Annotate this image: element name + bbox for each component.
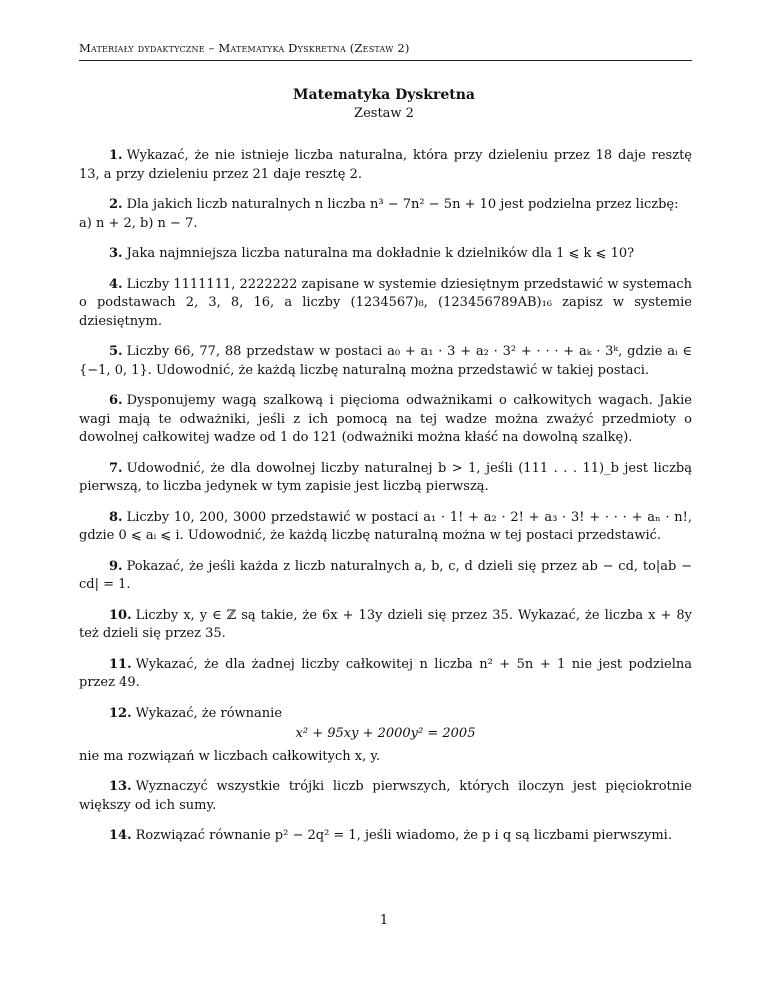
problem-13 — [79, 778, 692, 815]
problem-number: 14. — [109, 828, 132, 843]
problem-number: 1. — [109, 148, 123, 163]
problem-6 — [79, 392, 692, 448]
problem-number: 9. — [109, 558, 123, 574]
problem-text: Liczby 66, 77, 88 przedstaw w postaci a₀ + a₁ · 3 + a₂ · 3² + · · · + aₖ · 3ᵏ, gdzie aᵢ ∈ {−1, 0, 1}. Udowodnić, że każdą liczbę naturalną można przedstawić w takiej postaci. — [79, 344, 692, 378]
problem-subparts: a) n + 2, b) n − 7. — [79, 215, 198, 231]
problem-text: Dla jakich liczb naturalnych n liczba n³ − 7n² − 5n + 10 jest podzielna przez liczbę: — [126, 197, 679, 212]
problem-text: Wykazać, że nie istnieje liczba naturalna, która przy dzieleniu przez 18 daje resztę 13, a przy dzieleniu przez 21 daje resztę 2. — [79, 148, 692, 182]
problem-number: 12. — [109, 705, 132, 721]
problem-text: Liczby 10, 200, 3000 przedstawić w postaci a₁ · 1! + a₂ · 2! + a₃ · 3! + · · · + aₙ · n!, gdzie 0 ⩽ aᵢ ⩽ i. Udowodnić, że każdą liczbę naturalną można w tej postaci przedstawić. — [79, 509, 692, 543]
problem-number: 5. — [109, 344, 123, 359]
problem-3 — [79, 245, 692, 264]
problem-7 — [79, 460, 692, 497]
problem-1 — [79, 147, 692, 184]
running-header: Materiały dydaktyczne – Matematyka Dyskretna (Zestaw 2) — [79, 41, 410, 55]
problem-text: Jaka najmniejsza liczba naturalna ma dokładnie k dzielników dla 1 ⩽ k ⩽ 10? — [126, 246, 635, 261]
problem-8 — [79, 509, 692, 546]
problem-text: Rozwiązać równanie p² − 2q² = 1, jeśli wiadomo, że p i q są liczbami pierwszymi. — [135, 828, 672, 843]
problem-text: Udowodnić, że dla dowolnej liczby naturalnej b > 1, jeśli (111 . . . 11)_b jest liczbą pierwszą, to liczba jedynek w tym zapisie jest liczbą pierwszą. — [79, 460, 692, 494]
page-number: 1 — [379, 913, 389, 928]
problem-text: Liczby 1111111, 2222222 zapisane w systemie dziesiętnym przedstawić w systemach o podstawach 2, 3, 8, 16, a liczby (1234567)₈, (123456789AB)₁₆ zapisz w systemie dziesiętnym. — [79, 276, 692, 329]
problem-14 — [79, 827, 692, 846]
problem-number: 4. — [109, 276, 123, 292]
problem-number: 8. — [109, 509, 123, 525]
problem-text: Wyznaczyć wszystkie trójki liczb pierwszych, których iloczyn jest pięciokrotnie większy od ich sumy. — [79, 779, 692, 813]
problem-text: Wykazać, że dla żadnej liczby całkowitej n liczba n² + 5n + 1 nie jest podzielna przez 49. — [79, 656, 692, 690]
problem-number: 11. — [109, 656, 132, 672]
problem-text: Wykazać, że równanie — [135, 705, 283, 721]
problem-5 — [79, 343, 692, 380]
problem-text: Liczby x, y ∈ ℤ są takie, że 6x + 13y dzieli się przez 35. Wykazać, że liczba x + 8y też dzieli się przez 35. — [79, 607, 692, 641]
problem-4 — [79, 276, 692, 332]
problem-9 — [79, 558, 692, 595]
problem-text: Pokazać, że jeśli każda z liczb naturalnych a, b, c, d dzieli się przez ab − cd, to|ab − cd| = 1. — [79, 558, 692, 592]
problem-number: 13. — [109, 779, 132, 794]
document-title: Matematyka Dyskretna — [293, 87, 475, 103]
problem-list — [79, 147, 692, 858]
problem-continuation: nie ma rozwiązań w liczbach całkowitych x, y. — [79, 748, 381, 764]
problem-2 — [79, 196, 692, 233]
display-equation: x² + 95xy + 2000y² = 2005 — [295, 726, 476, 741]
problem-number: 7. — [109, 460, 123, 476]
problem-number: 6. — [109, 393, 123, 408]
document-subtitle: Zestaw 2 — [354, 106, 414, 121]
problem-10 — [79, 607, 692, 644]
problem-number: 3. — [109, 246, 123, 261]
problem-number: 10. — [109, 607, 132, 623]
problem-11 — [79, 656, 692, 693]
problem-number: 2. — [109, 197, 123, 212]
problem-12 — [79, 705, 692, 767]
problem-text: Dysponujemy wagą szalkową i pięcioma odważnikami o całkowitych wagach. Jakie wagi mają te odważniki, jeśli z ich pomocą na tej wadze można zważyć przedmioty o dowolnej całkowitej wadze od 1 do 121 (odważniki można kłaść na dowolną szalkę). — [79, 393, 692, 445]
header-rule — [79, 60, 692, 61]
